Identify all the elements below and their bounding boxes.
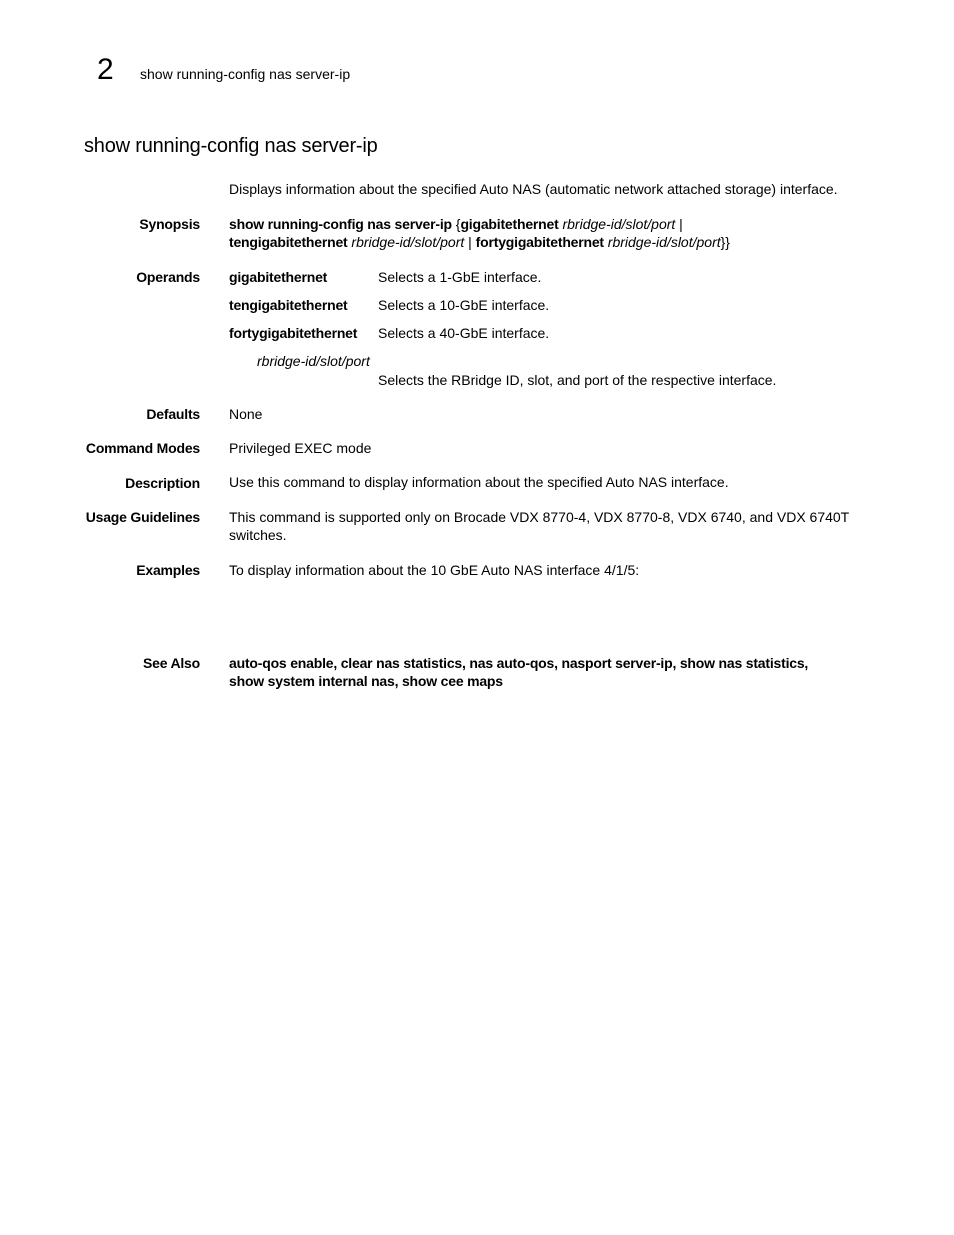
synopsis-separator-2: | <box>464 234 476 250</box>
synopsis-arg-1: rbridge-id/slot/port <box>558 216 676 232</box>
operand-desc-gige: Selects a 1-GbE interface. <box>378 269 542 285</box>
see-also-label: See Also <box>142 655 200 671</box>
see-also-line-2: show system internal nas, show cee maps <box>229 673 503 689</box>
defaults-text: None <box>229 406 263 422</box>
synopsis-arg-3: rbridge-id/slot/port <box>603 234 721 250</box>
synopsis-separator-1: | <box>675 216 683 232</box>
running-header: show running-config nas server-ip <box>140 66 351 82</box>
intro-text: Displays information about the specified Auto NAS (automatic network attached storage) interface. <box>229 181 838 197</box>
operand-desc-fortygige: Selects a 40-GbE interface. <box>378 325 550 341</box>
chapter-number: 2 <box>97 53 114 86</box>
see-also-text <box>229 654 808 690</box>
synopsis-line-1 <box>229 215 730 233</box>
operand-name-gige: gigabitethernet <box>229 269 328 285</box>
synopsis-brace-close: }} <box>720 234 730 250</box>
synopsis-arg-2: rbridge-id/slot/port <box>347 234 465 250</box>
operand-desc-rbridge: Selects the RBridge ID, slot, and port of the respective interface. <box>378 372 777 388</box>
synopsis-keyword-gige: gigabitethernet <box>460 216 559 232</box>
operand-name-fortygige: fortygigabitethernet <box>229 325 358 341</box>
description-label: Description <box>125 475 200 491</box>
examples-text: To display information about the 10 GbE Auto NAS interface 4/1/5: <box>229 562 640 578</box>
usage-guidelines-text <box>229 508 849 544</box>
defaults-label: Defaults <box>146 406 200 422</box>
see-also-line-1: auto-qos enable, clear nas statistics, nas auto-qos, nasport server-ip, show nas statistics, <box>229 655 809 671</box>
command-modes-text: Privileged EXEC mode <box>229 440 372 456</box>
usage-guidelines-label: Usage Guidelines <box>85 509 200 525</box>
examples-label: Examples <box>136 562 200 578</box>
usage-line-2: switches. <box>229 527 287 543</box>
operand-desc-tengige: Selects a 10-GbE interface. <box>378 297 550 313</box>
description-text: Use this command to display information about the specified Auto NAS interface. <box>229 474 729 490</box>
synopsis-keyword-fortygige: fortygigabitethernet <box>475 234 604 250</box>
synopsis-keyword-tengige: tengigabitethernet <box>229 234 348 250</box>
synopsis-line-2 <box>229 233 730 251</box>
page-title: show running-config nas server-ip <box>84 135 378 157</box>
operand-name-tengige: tengigabitethernet <box>229 297 348 313</box>
usage-line-1: This command is supported only on Brocade VDX 8770-4, VDX 8770-8, VDX 6740, and VDX 6740T <box>229 509 850 525</box>
synopsis-command: show running-config nas server-ip <box>229 216 452 232</box>
synopsis-label: Synopsis <box>139 216 200 232</box>
command-modes-label: Command Modes <box>85 440 200 456</box>
operands-label: Operands <box>136 269 200 285</box>
synopsis-brace-open: { <box>451 216 461 232</box>
synopsis-text <box>229 215 730 251</box>
operand-name-rbridge: rbridge-id/slot/port <box>257 353 370 369</box>
